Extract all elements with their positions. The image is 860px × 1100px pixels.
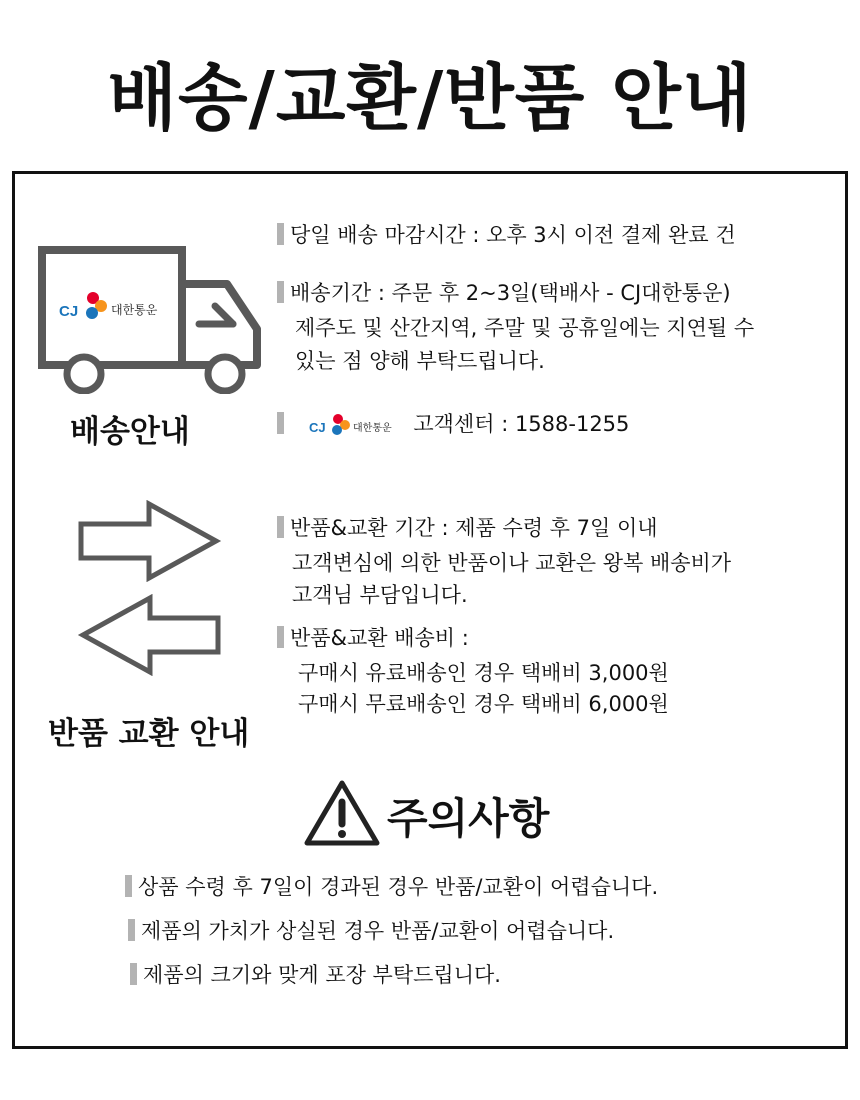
- bullet-bar: [277, 626, 284, 648]
- bullet-bar: [277, 281, 284, 303]
- caution-item-2: 제품의 가치가 상실된 경우 반품/교환이 어렵습니다.: [128, 915, 614, 948]
- bullet-bar: [277, 223, 284, 245]
- return-note-2: 고객님 부담입니다.: [292, 583, 468, 607]
- bullet-bar: [130, 963, 137, 985]
- left-arrow-icon: [77, 594, 222, 676]
- page-title: 배송/교환/반품 안내: [107, 56, 753, 140]
- bullet-bar: [128, 919, 135, 941]
- shipping-period-line: 배송기간 : 주문 후 2~3일(택배사 - CJ대한통운): [277, 277, 731, 310]
- returns-section-label: 반품 교환 안내: [48, 716, 250, 752]
- caution-item-1: 상품 수령 후 7일이 경과된 경우 반품/교환이 어렵습니다.: [125, 871, 658, 904]
- delay-note-2: 있는 점 양해 부탁드립니다.: [295, 349, 545, 373]
- return-period-line: 반품&교환 기간 : 제품 수령 후 7일 이내: [277, 512, 658, 545]
- truck-logo-text: 대한통운: [111, 303, 158, 317]
- bullet-bar: [277, 516, 284, 538]
- return-fee-paid: 구매시 유료배송인 경우 택배비 3,000원: [298, 661, 669, 685]
- warning-icon: [302, 778, 382, 848]
- return-note-1: 고객변심에 의한 반품이나 교환은 왕복 배송비가: [292, 551, 732, 575]
- shipping-cutoff-line: 당일 배송 마감시간 : 오후 3시 이전 결제 완료 건: [277, 219, 736, 252]
- return-fee-free: 구매시 무료배송인 경우 택배비 6,000원: [298, 692, 669, 716]
- right-arrow-icon: [77, 500, 222, 582]
- info-frame: [12, 171, 848, 1049]
- contact-text: 고객센터 : 1588-1255: [413, 412, 630, 436]
- shipping-section-label: 배송안내: [70, 414, 190, 450]
- bullet-bar: [125, 875, 132, 897]
- svg-text:CJ: CJ: [308, 420, 326, 435]
- caution-item-3: 제품의 크기와 맞게 포장 부탁드립니다.: [130, 959, 501, 992]
- delivery-truck-icon: [37, 244, 267, 394]
- return-fee-title: 반품&교환 배송비 :: [277, 622, 469, 655]
- caution-title: 주의사항: [387, 794, 550, 843]
- cj-logo-text: CJ: [59, 303, 79, 320]
- cj-logo-small: [297, 410, 407, 440]
- contact-line: [277, 408, 629, 441]
- bullet-bar: [277, 412, 284, 434]
- svg-text:대한통운: 대한통운: [352, 423, 392, 434]
- delay-note-1: 제주도 및 산간지역, 주말 및 공휴일에는 지연될 수: [295, 316, 755, 340]
